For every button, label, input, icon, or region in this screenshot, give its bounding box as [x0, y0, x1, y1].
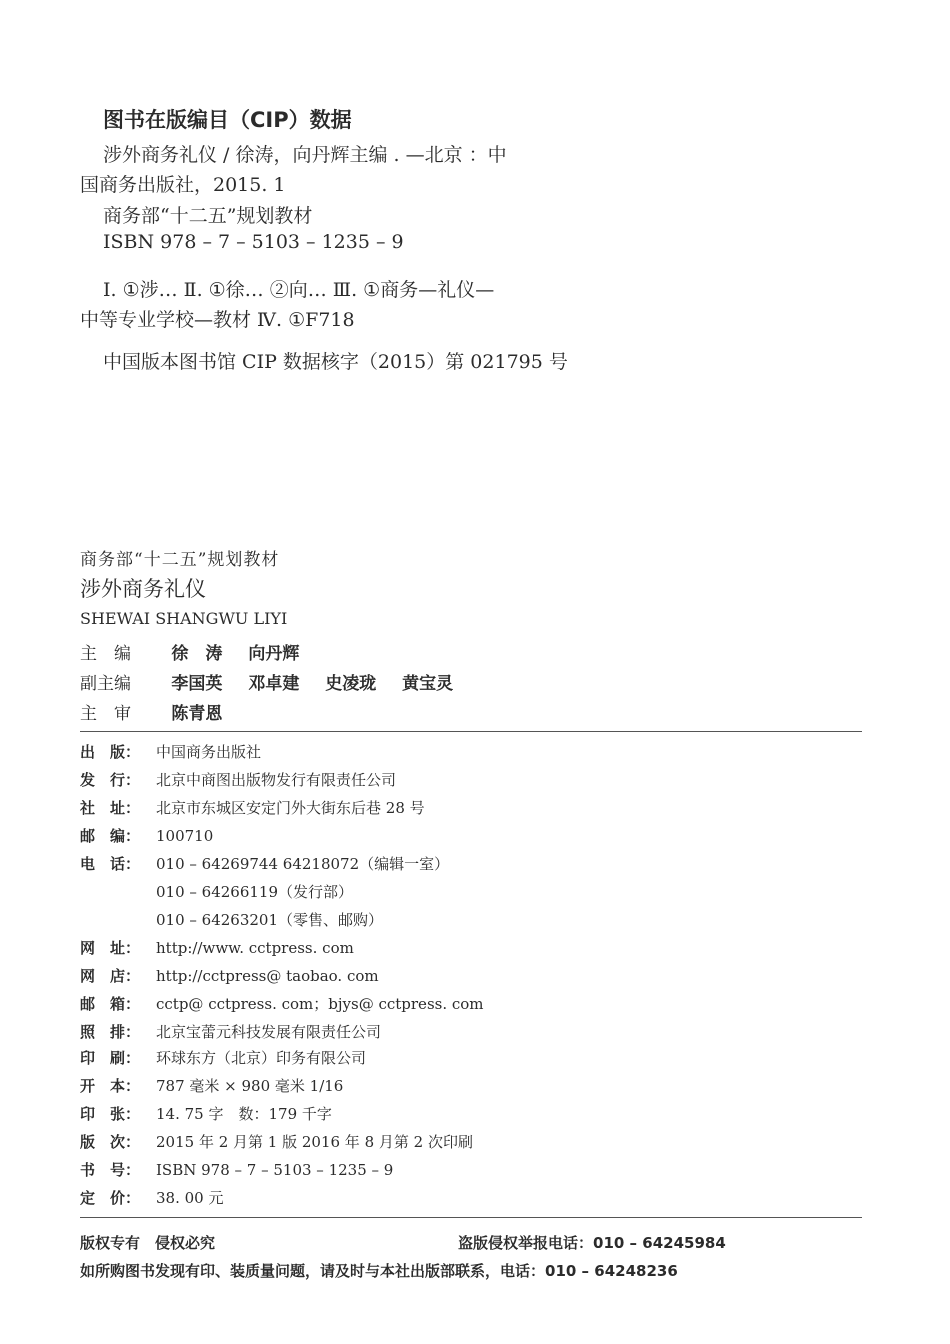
imprint-value: 北京市东城区安定门外大街东后巷 28 号	[156, 799, 425, 817]
imprint-label: 版 次：	[80, 1133, 141, 1151]
imprint-label: 书 号：	[80, 1161, 141, 1179]
imprint-label: 电 话：	[80, 855, 141, 873]
cip-line-2: 国商务出版社，2015. 1	[80, 174, 286, 196]
cip-classification-2: 中等专业学校—教材 Ⅳ. ①F718	[80, 309, 355, 331]
associate-editor-name: 邓卓建	[248, 674, 300, 694]
cip-isbn: ISBN 978 – 7 – 5103 – 1235 – 9	[103, 231, 404, 253]
book-title-pinyin: SHEWAI SHANGWU LIYI	[80, 609, 288, 628]
editor-name: 徐 涛	[171, 644, 223, 664]
divider-top	[80, 731, 862, 732]
imprint-row	[80, 1103, 332, 1124]
piracy-report-phone: 盗版侵权举报电话：010 – 64245984	[458, 1234, 726, 1252]
imprint-value: http://www. cctpress. com	[156, 939, 354, 957]
series-name: 商务部“十二五”规划教材	[80, 550, 280, 570]
editor-name: 向丹辉	[248, 644, 300, 664]
imprint-label: 开 本：	[80, 1077, 141, 1095]
imprint-row	[80, 1047, 366, 1068]
imprint-value: http://cctpress@ taobao. com	[156, 967, 379, 985]
imprint-label: 邮 编：	[80, 827, 141, 845]
imprint-value: 100710	[156, 827, 214, 845]
divider-bottom	[80, 1217, 862, 1218]
associate-editors-row	[80, 669, 473, 694]
imprint-label: 发 行：	[80, 771, 141, 789]
imprint-row	[80, 993, 484, 1014]
imprint-label: 网 址：	[80, 939, 141, 957]
imprint-row	[80, 937, 354, 958]
imprint-row	[80, 1187, 223, 1208]
imprint-row	[80, 741, 261, 762]
imprint-value: 14. 75 字 数：179 千字	[156, 1105, 332, 1123]
imprint-value: 010 – 64269744 64218072（编辑一室）	[156, 855, 450, 873]
imprint-row	[80, 965, 379, 986]
imprint-label: 出 版：	[80, 743, 141, 761]
imprint-value: 787 毫米 × 980 毫米 1/16	[156, 1077, 344, 1095]
imprint-value: 北京宝蕾元科技发展有限责任公司	[156, 1023, 382, 1041]
imprint-label: 邮 箱：	[80, 995, 141, 1013]
imprint-value: 2015 年 2 月第 1 版 2016 年 8 月第 2 次印刷	[156, 1133, 473, 1151]
associate-editor-name: 黄宝灵	[402, 674, 454, 694]
reviewer-label: 主 审	[80, 704, 131, 724]
imprint-row	[80, 1021, 381, 1042]
imprint-value: 中国商务出版社	[156, 743, 262, 761]
editors-label: 主 编	[80, 644, 131, 664]
reviewer-name: 陈青恩	[171, 704, 223, 724]
associate-editor-name: 史凌珑	[325, 674, 377, 694]
editors-row	[80, 639, 319, 664]
imprint-row	[80, 769, 396, 790]
imprint-label: 社 址：	[80, 799, 141, 817]
reviewer-row	[80, 699, 242, 724]
imprint-label: 照 排：	[80, 1023, 141, 1041]
imprint-continuation: 010 – 64263201（零售、邮购）	[156, 911, 384, 929]
cip-line-1: 涉外商务礼仪 / 徐涛，向丹辉主编 . —北京 ：中	[103, 144, 507, 166]
imprint-row	[80, 825, 213, 846]
imprint-row	[80, 853, 449, 874]
imprint-value: 北京中商图出版物发行有限责任公司	[156, 771, 397, 789]
associate-editors-label: 副主编	[80, 674, 131, 694]
cip-heading: 图书在版编目（CIP）数据	[103, 108, 352, 132]
associate-editor-name: 李国英	[171, 674, 223, 694]
cip-line-3: 商务部“十二五”规划教材	[103, 205, 313, 227]
imprint-value: cctp@ cctpress. com；bjys@ cctpress. com	[156, 995, 484, 1013]
imprint-label: 网 店：	[80, 967, 141, 985]
imprint-value: 环球东方（北京）印务有限公司	[156, 1049, 367, 1067]
imprint-row	[80, 797, 425, 818]
imprint-label: 印 刷：	[80, 1049, 141, 1067]
imprint-value: 38. 00 元	[156, 1189, 224, 1207]
imprint-continuation: 010 – 64266119（发行部）	[156, 883, 354, 901]
book-title: 涉外商务礼仪	[80, 577, 206, 601]
imprint-label: 印 张：	[80, 1105, 141, 1123]
imprint-row	[80, 1131, 473, 1152]
imprint-row	[80, 1075, 343, 1096]
quality-issue-notice: 如所购图书发现有印、装质量问题，请及时与本社出版部联系，电话：010 – 64248236	[80, 1262, 678, 1280]
cip-classification-1: Ⅰ. ①涉… Ⅱ. ①徐… ②向… Ⅲ. ①商务—礼仪—	[103, 279, 495, 301]
imprint-row	[80, 1159, 393, 1180]
imprint-label: 定 价：	[80, 1189, 141, 1207]
copyright-notice: 版权专有 侵权必究	[80, 1234, 216, 1252]
imprint-value: ISBN 978 – 7 – 5103 – 1235 – 9	[156, 1161, 394, 1179]
cip-record-number: 中国版本图书馆 CIP 数据核字（2015）第 021795 号	[103, 351, 568, 373]
